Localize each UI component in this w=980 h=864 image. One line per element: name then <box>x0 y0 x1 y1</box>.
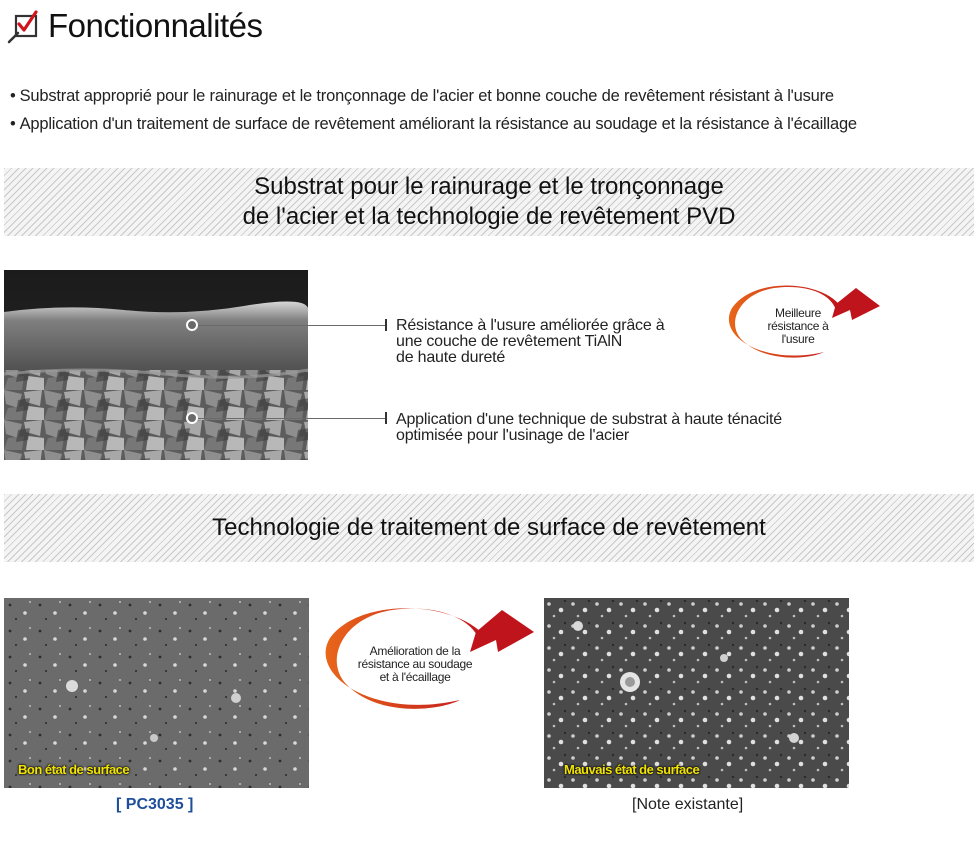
badge-welding-resistance: Amélioration de la résistance au soudage et à l'écaillage <box>357 644 473 684</box>
product-label: [ PC3035 ] <box>116 796 194 813</box>
feature-list <box>10 82 857 138</box>
feature-item: • Substrat approprié pour le rainurage et le tronçonnage de l'acier et bonne couche de revêtement résistant à l'usure <box>10 82 857 110</box>
badge-wear-resistance: Meilleure résistance à l'usure <box>767 306 829 346</box>
poor-surface-caption: Mauvais état de surface <box>564 762 700 777</box>
section-banner-pvd <box>4 168 974 236</box>
callout-substrate-text: Application d'une technique de substrat à haute ténacité optimisée pour l'usinage de l'acier <box>396 411 782 444</box>
section-title-line: Technologie de traitement de surface de revêtement <box>212 514 766 541</box>
section-title-line: Substrat pour le rainurage et le tronçonnage <box>254 173 724 200</box>
coating-cross-section-image <box>4 270 308 460</box>
callout-tick <box>385 319 387 331</box>
callout-coating-text: Résistance à l'usure améliorée grâce à une couche de revêtement TiAlN de haute dureté <box>396 317 665 366</box>
good-surface-image <box>4 598 309 788</box>
checkbox-edit-icon <box>6 8 42 44</box>
section-banner-surface <box>4 494 974 562</box>
callout-leader <box>192 325 386 326</box>
callout-leader <box>192 418 386 419</box>
section-title-line: de l'acier et la technologie de revêtement PVD <box>242 203 736 230</box>
callout-marker <box>186 319 198 331</box>
poor-surface-image <box>544 598 849 788</box>
callout-marker <box>186 412 198 424</box>
page-title: Fonctionnalités <box>48 7 263 44</box>
feature-item: • Application d'un traitement de surface de revêtement améliorant la résistance au soudage et la résistance à l'écaillage <box>10 110 857 138</box>
good-surface-caption: Bon état de surface <box>18 762 130 777</box>
page-header <box>6 6 262 46</box>
callout-tick <box>385 412 387 424</box>
existing-grade-label: [Note existante] <box>632 796 744 813</box>
